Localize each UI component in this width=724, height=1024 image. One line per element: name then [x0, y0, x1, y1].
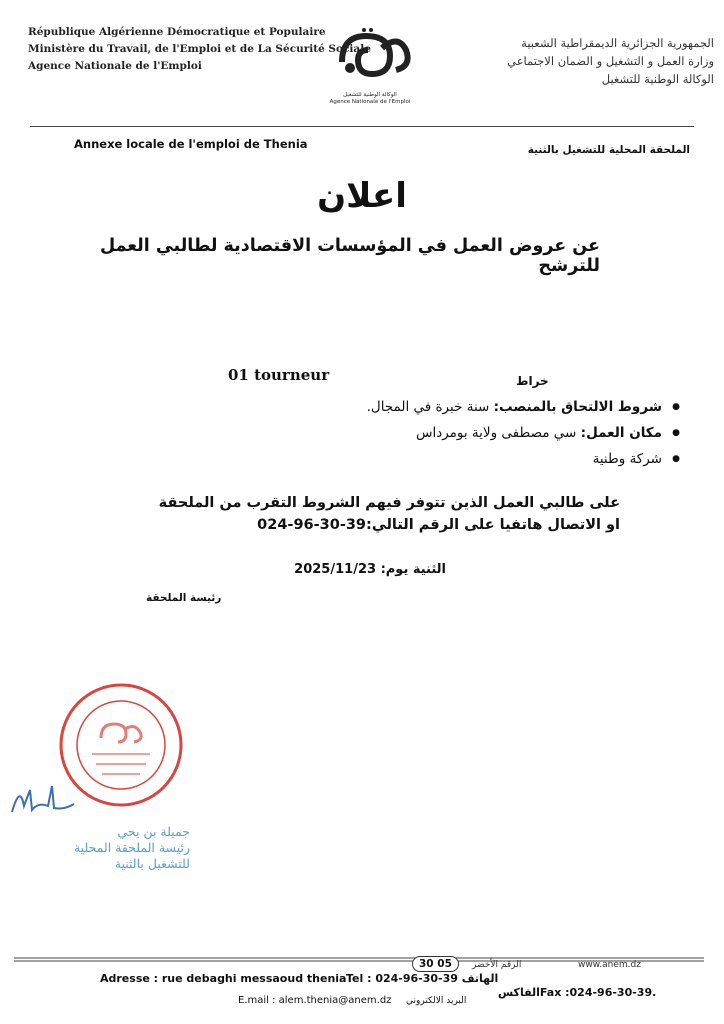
condition-label: شروط الالتحاق بالمنصب:	[493, 399, 662, 415]
list-item	[222, 394, 662, 420]
footer-tel-ar: الهاتف	[461, 972, 499, 985]
conditions-list	[222, 394, 680, 472]
logo-caption-ar: الوكالة الوطنية للتشغيل	[343, 92, 397, 98]
condition-label: مكان العمل:	[580, 425, 662, 441]
annexe-name-ar: الملحقة المحلية للتشغيل بالثنية	[527, 144, 690, 156]
green-number-label: الرقم الأخضر	[472, 960, 522, 970]
annexe-name-fr: Annexe locale de l'emploi de Thenia	[74, 137, 308, 151]
footer-tel-value: Tel : 024-96-30-39	[346, 972, 458, 985]
signatory-name: جميلة بن يحي	[117, 824, 190, 839]
green-number-badge: 30 05	[412, 956, 459, 972]
date-value: 2025/11/23	[294, 562, 377, 577]
website-link[interactable]: www.anem.dz	[578, 960, 641, 970]
republic-line-ar: الجمهورية الجزائرية الديمقراطية الشعبية	[521, 36, 714, 50]
announcement-date	[270, 562, 446, 577]
announcement-subtitle: عن عروض العمل في المؤسسات الاقتصادية لطالبي العمل للترشح	[99, 236, 600, 276]
contact-phone: 024-96-30-39	[257, 517, 367, 533]
ministry-line-fr: Ministère du Travail, de l'Emploi et de La Sécurité Sociale	[28, 43, 371, 55]
condition-value: سي مصطفى ولاية بومرداس	[415, 425, 581, 441]
handwritten-signature	[8, 776, 78, 826]
signatory-title: رئيسة الملحقة	[146, 592, 222, 604]
footer-fax: .Fax :024-96-30-39الفاكس	[498, 986, 657, 999]
condition-value: شركة وطنية	[592, 451, 662, 467]
signatory-role: رئيسة الملحقة المحلية	[73, 840, 190, 855]
contact-text: على طالبي العمل الذين تتوفر فيهم الشروط التقرب من الملحقة او الاتصال هاتفيا على الرقم التالي:	[158, 495, 620, 533]
footer-address: Adresse : rue debaghi messaoud thenia	[100, 972, 347, 985]
job-title-fr: 01 tourneur	[228, 366, 330, 384]
header-divider	[30, 126, 694, 127]
signatory-place: للتشغيل بالثنية	[114, 856, 190, 871]
header-arabic	[507, 34, 714, 88]
signature-block	[30, 824, 190, 872]
agency-line-fr: Agence Nationale de l'Emploi	[28, 60, 202, 72]
logo-caption-fr: Agence Nationale de l'Emploi	[329, 99, 411, 105]
anem-logo	[320, 22, 420, 112]
condition-value: سنة خبرة في المجال.	[366, 399, 494, 415]
announcement-title: اعلان	[317, 176, 407, 216]
contact-instructions	[140, 492, 620, 536]
list-item	[222, 420, 662, 446]
list-item	[222, 446, 662, 472]
job-title-ar: خراط	[516, 374, 549, 388]
footer-email[interactable]: E.mail : alem.thenia@anem.dz	[238, 995, 392, 1006]
footer-email-label-ar: البريد الالكتروني	[406, 996, 467, 1006]
republic-line-fr: République Algérienne Démocratique et Populaire	[28, 26, 326, 38]
footer-tel	[346, 972, 498, 985]
anem-logo-icon	[320, 22, 420, 88]
agency-line-ar: الوكالة الوطنية للتشغيل	[601, 72, 714, 86]
ministry-line-ar: وزارة العمل و التشغيل و الضمان الاجتماعي	[507, 54, 714, 68]
date-label: الثنية يوم:	[380, 562, 446, 577]
